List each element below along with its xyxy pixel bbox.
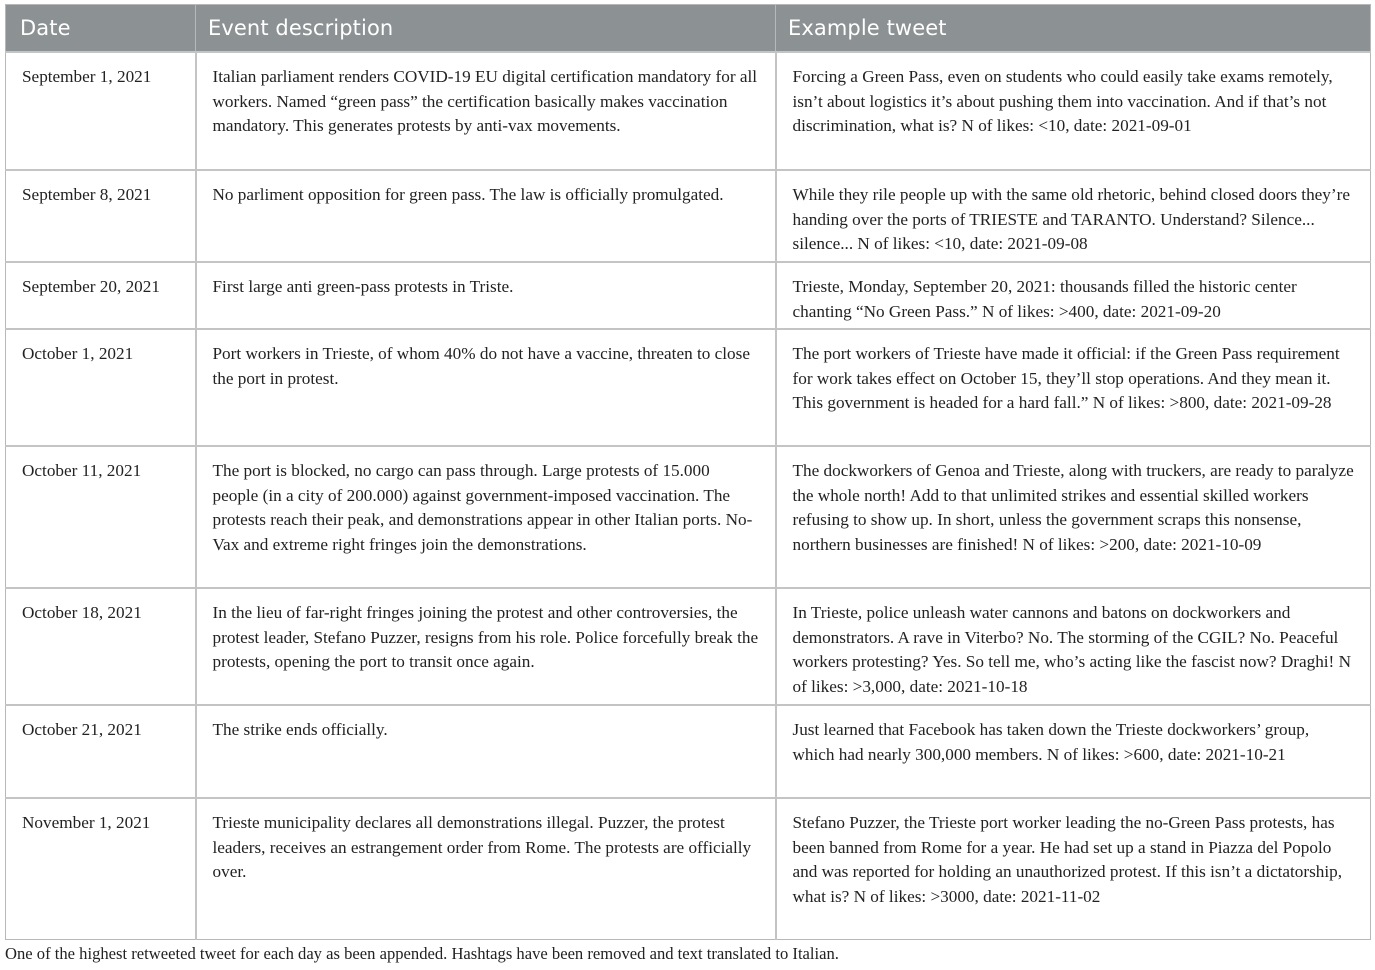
cell-date: September 8, 2021 (6, 170, 196, 262)
cell-tweet: Trieste, Monday, September 20, 2021: thousands filled the historic center chanting “No Green Pass.” N of likes: >400, date: 2021-09-20 (776, 262, 1371, 329)
cell-event: The strike ends officially. (196, 705, 776, 798)
cell-date: October 1, 2021 (6, 329, 196, 446)
cell-event: No parliment opposition for green pass. The law is officially promulgated. (196, 170, 776, 262)
cell-tweet: Just learned that Facebook has taken down the Trieste dockworkers’ group, which had nearly 300,000 members. N of likes: >600, date: 2021-10-21 (776, 705, 1371, 798)
cell-tweet: Forcing a Green Pass, even on students who could easily take exams remotely, isn’t about logistics it’s about pushing them into vaccination. And if that’s not discrimination, what is? N of likes: <10, date: 2021-09-01 (776, 52, 1371, 170)
cell-event: First large anti green-pass protests in Triste. (196, 262, 776, 329)
cell-date: October 21, 2021 (6, 705, 196, 798)
table-body (6, 52, 1371, 939)
header-example-tweet: Example tweet (776, 5, 1371, 53)
table-row (6, 170, 1371, 262)
table-row (6, 446, 1371, 588)
cell-date: September 1, 2021 (6, 52, 196, 170)
header-event-description: Event description (196, 5, 776, 53)
table-row (6, 798, 1371, 939)
cell-event: In the lieu of far-right fringes joining the protest and other controversies, the protest leader, Stefano Puzzer, resigns from his role. Police forcefully break the protests, opening the port to transit once again. (196, 588, 776, 705)
table-header (6, 5, 1371, 53)
cell-tweet: In Trieste, police unleash water cannons and batons on dockworkers and demonstrators. A rave in Viterbo? No. The storming of the CGIL? No. Peaceful workers protesting? Yes. So tell me, who’s acting like the fascist now? Draghi! N of likes: >3,000, date: 2021-10-18 (776, 588, 1371, 705)
cell-date: September 20, 2021 (6, 262, 196, 329)
table-row (6, 329, 1371, 446)
cell-date: October 11, 2021 (6, 446, 196, 588)
cell-tweet: Stefano Puzzer, the Trieste port worker leading the no-Green Pass protests, has been banned from Rome for a year. He had set up a stand in Piazza del Popolo and was reported for holding an unauthorized protest. If this isn’t a dictatorship, what is? N of likes: >3000, date: 2021-11-02 (776, 798, 1371, 939)
cell-tweet: The dockworkers of Genoa and Trieste, along with truckers, are ready to paralyze the whole north! Add to that unlimited strikes and essential skilled workers refusing to show up. In short, unless the government scraps this nonsense, northern businesses are finished! N of likes: >200, date: 2021-10-09 (776, 446, 1371, 588)
events-table (5, 4, 1371, 940)
table-row (6, 52, 1371, 170)
table-row (6, 588, 1371, 705)
cell-event: The port is blocked, no cargo can pass through. Large protests of 15.000 people (in a city of 200.000) against government-imposed vaccination. The protests reach their peak, and demonstrations appear in other Italian ports. No-Vax and extreme right fringes join the demonstrations. (196, 446, 776, 588)
cell-tweet: While they rile people up with the same old rhetoric, behind closed doors they’re handing over the ports of TRIESTE and TARANTO. Understand? Silence... silence... N of likes: <10, date: 2021-09-08 (776, 170, 1371, 262)
table-row (6, 705, 1371, 798)
table-row (6, 262, 1371, 329)
cell-date: October 18, 2021 (6, 588, 196, 705)
header-date: Date (6, 5, 196, 53)
events-table-container (5, 4, 1370, 940)
table-footnote: One of the highest retweeted tweet for each day as been appended. Hashtags have been removed and text translated to Italian. (5, 944, 839, 963)
cell-event: Italian parliament renders COVID-19 EU digital certification mandatory for all workers. Named “green pass” the certification basically makes vaccination mandatory. This generates protests by anti-vax movements. (196, 52, 776, 170)
cell-date: November 1, 2021 (6, 798, 196, 939)
cell-tweet: The port workers of Trieste have made it official: if the Green Pass requirement for work takes effect on October 15, they’ll stop operations. And they mean it. This government is headed for a hard fall.” N of likes: >800, date: 2021-09-28 (776, 329, 1371, 446)
header-row (6, 5, 1371, 53)
cell-event: Trieste municipality declares all demonstrations illegal. Puzzer, the protest leaders, receives an estrangement order from Rome. The protests are officially over. (196, 798, 776, 939)
cell-event: Port workers in Trieste, of whom 40% do not have a vaccine, threaten to close the port in protest. (196, 329, 776, 446)
